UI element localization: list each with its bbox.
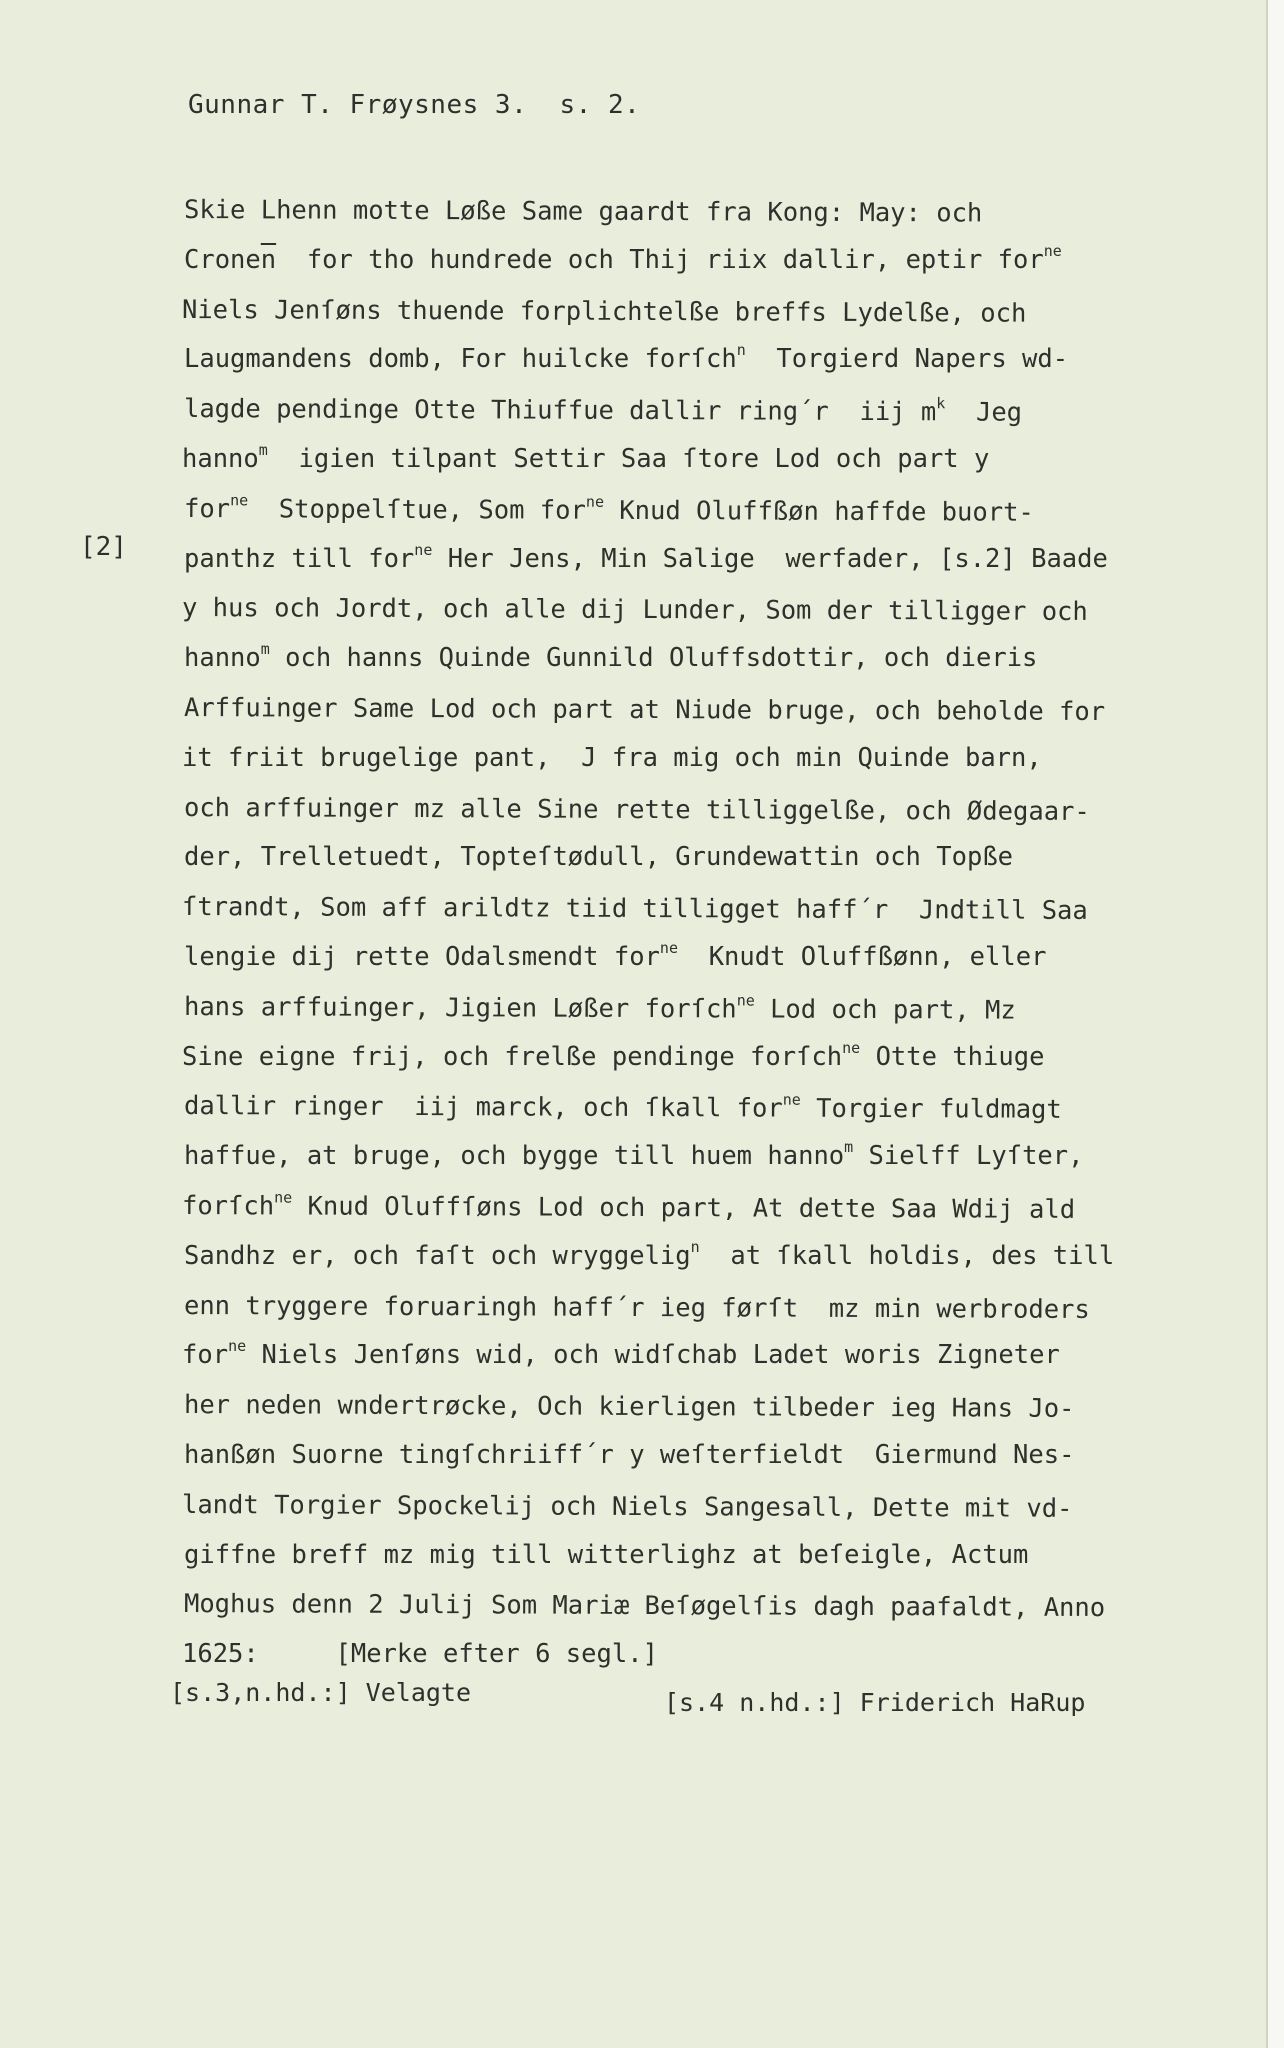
page-header: Gunnar T. Frøysnes 3. s. 2. [188, 90, 641, 120]
line-text: Crone [184, 244, 261, 275]
line-text: 1625: [Merke efter 6 segl.] [182, 1639, 658, 1670]
line-text: hanßøn Suorne tingſchriiff´r y weſterfieldt Giermund Nes- [184, 1439, 1075, 1470]
line-text: Torgier fuldmagt [800, 1094, 1062, 1126]
superscript-abbrev: ne [228, 1337, 247, 1356]
text-line [184, 485, 1084, 539]
text-line [182, 1033, 1084, 1083]
overlined-letter: $\overline{n}$ [260, 244, 277, 275]
line-text: Sielff Lyſter, [853, 1141, 1084, 1172]
superscript-abbrev: ne [659, 938, 678, 957]
line-text: Knud Oluffßøn haffde buort- [603, 495, 1034, 528]
text-line [184, 186, 1084, 240]
line-text: Stoppelſtue, Som for [248, 494, 586, 526]
line-text: lagde pendinge Otte Thiuffue dallir ring´r iij m [183, 394, 937, 428]
line-text: lengie dij rette Odalsmendt for [184, 941, 660, 972]
superscript-abbrev: m [260, 640, 270, 659]
line-text: Skie Lhenn motte Løße Same gaardt fra Kong: May: och [183, 195, 983, 229]
text-line [183, 1282, 1090, 1336]
superscript-abbrev: m [258, 440, 268, 459]
text-line [184, 1232, 1115, 1282]
line-text: Laugmandens domb, For huilcke forſch [184, 344, 737, 375]
line-text: at ſkall holdis, des till [699, 1240, 1115, 1271]
line-text: haffue, at bruge, och bygge till huem hanno [184, 1141, 845, 1172]
text-line [181, 883, 1088, 937]
text-line [182, 1630, 1084, 1680]
text-line [184, 1082, 1084, 1136]
line-text: enn tryggere foruaringh haff´r ieg førſt mz min werbroders [183, 1290, 1090, 1325]
line-text: Lod och part, Mz [754, 994, 1016, 1026]
line-text: Her Jens, Min Salige werfader, [s.2] Baade [432, 543, 1108, 574]
text-line [184, 833, 1084, 883]
line-text: it friit brugelige pant, J fra mig och min Quinde barn, [182, 742, 1042, 773]
text-line [182, 734, 1084, 784]
text-line [184, 385, 1084, 439]
superscript-abbrev: ne [230, 490, 249, 510]
text-line [184, 1132, 1084, 1182]
text-line [183, 1580, 1106, 1634]
line-text: Niels Jenſøns thuende forplichtelße breffs Lydelße, och [181, 294, 1027, 329]
line-text: igien tilpant Settir Saa ſtore Lod och part y [267, 443, 990, 474]
line-text: hanno [184, 643, 261, 674]
text-line [184, 236, 1084, 286]
text-line [182, 286, 1084, 340]
line-text: Sandhz er, och faſt och wryggelig [184, 1240, 691, 1271]
line-text: forſch [181, 1190, 275, 1222]
line-text: der, Trelletuedt, Topteſtødull, Grundewattin och Topße [184, 842, 1014, 873]
superscript-abbrev: ne [782, 1090, 801, 1110]
text-line [184, 933, 1084, 983]
superscript-abbrev: ne [274, 1188, 293, 1207]
line-text: for [182, 1340, 229, 1371]
line-text: for [183, 493, 231, 524]
line-text: Niels Jenſøns wid, och widſchab Ladet woris Zigneter [246, 1340, 1060, 1371]
line-text: hans arffuinger, Jigien Løßer forſch [183, 991, 737, 1025]
text-line [184, 535, 1108, 585]
line-text: Knud Oluffſøns Lod och part, At dette Saa Wdij ald [292, 1191, 1076, 1225]
text-line [183, 684, 1106, 738]
text-line [183, 784, 1090, 838]
text-line [184, 335, 1084, 385]
margin-note: [2] [80, 532, 127, 562]
text-line [182, 1182, 1084, 1236]
line-text: Arffuinger Same Lod och part at Niude bruge, och beholde for [183, 692, 1106, 727]
superscript-abbrev: m [844, 1138, 854, 1157]
line-text: for tho hundrede och Thij riix dallir, eptir for [276, 244, 1044, 275]
footer-note-left: [s.3,n.hd.:] Velagte [170, 1678, 472, 1707]
text-line [182, 1331, 1084, 1381]
line-text: och hanns Quinde Gunnild Oluffsdottir, och dieris [269, 643, 1038, 674]
line-text: ſtrandt, Som aff arildtz tiid tilligget haff´r Jndtill Saa [181, 892, 1088, 927]
superscript-abbrev: ne [736, 991, 755, 1010]
line-text: Knudt Oluffßønn, eller [677, 941, 1047, 972]
line-text: panthz till for [184, 543, 415, 574]
superscript-abbrev: ne [1043, 241, 1062, 260]
text-line [184, 1381, 1084, 1435]
document-body [181, 186, 1115, 1680]
line-text: Otte thiuge [860, 1041, 1045, 1072]
line-text: Jeg [945, 397, 1023, 428]
line-text: giffne breff mz mig till witterlighz at beſeigle, Actum [184, 1539, 1029, 1570]
superscript-abbrev: ne [585, 492, 605, 511]
text-line [184, 1531, 1084, 1581]
page-edge [1266, 0, 1284, 2048]
line-text: her neden wndertrøcke, Och kierligen tilbeder ieg Hans Jo- [183, 1390, 1075, 1425]
line-text: Sine eigne frij, och frelße pendinge forſch [182, 1041, 843, 1072]
line-text: hanno [182, 443, 259, 474]
text-line [184, 634, 1084, 684]
line-text: landt Torgier Spockelij och Niels Sangesall, Dette mit vd- [181, 1489, 1073, 1524]
line-text: och arffuinger mz alle Sine rette tilliggelße, och Ødegaar- [183, 792, 1090, 827]
superscript-abbrev: ne [842, 1038, 861, 1057]
footer-note-right: [s.4 n.hd.:] Friderich HaRup [664, 1688, 1086, 1717]
superscript-abbrev: ne [414, 540, 433, 559]
text-line [181, 584, 1088, 638]
text-line [184, 1431, 1084, 1481]
line-text: dallir ringer iij marck, och ſkall for [183, 1091, 783, 1124]
line-text: Moghus denn 2 Julij Som Mariæ Beſøgelſis dagh paafaldt, Anno [183, 1589, 1106, 1624]
text-line [182, 1481, 1084, 1535]
line-text: Torgierd Napers wd- [745, 344, 1069, 375]
superscript-abbrev: k [936, 394, 946, 413]
superscript-abbrev: n [690, 1237, 700, 1256]
superscript-abbrev: n [736, 341, 746, 360]
line-text: y hus och Jordt, och alle dij Lunder, Som der tilligger och [181, 593, 1088, 628]
text-line [182, 435, 1084, 485]
text-line [184, 983, 1084, 1037]
